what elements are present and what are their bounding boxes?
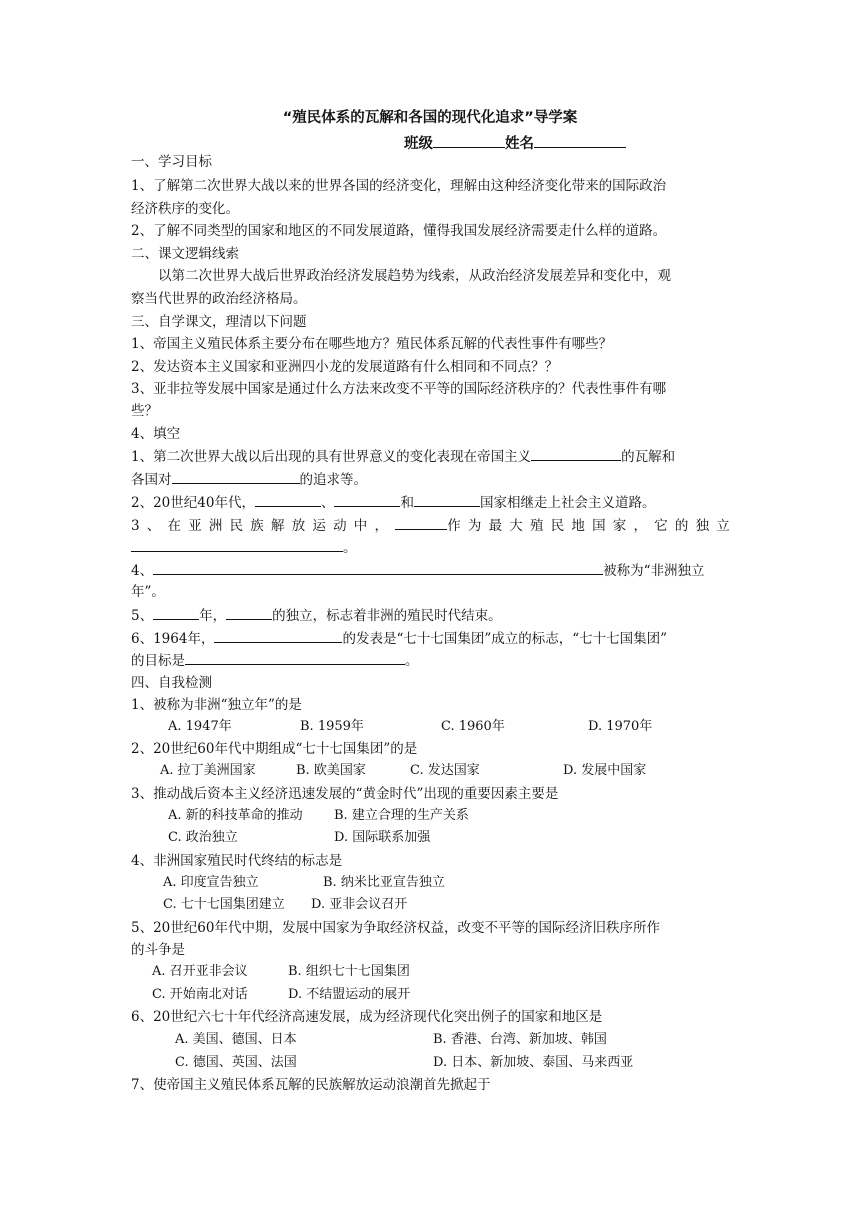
question-3-line-2: 些？ bbox=[131, 403, 158, 419]
class-name-line bbox=[404, 132, 626, 153]
section-heading-goals: 一、学习目标 bbox=[131, 154, 212, 170]
fill-2-blank-1[interactable] bbox=[255, 492, 321, 507]
name-blank[interactable] bbox=[534, 133, 626, 148]
test-1-option-b[interactable]: B. 1959年 bbox=[300, 719, 364, 734]
fill-2-blank-3[interactable] bbox=[414, 492, 480, 507]
test-2: 2、20世纪60年代中期组成“七十七国集团”的是 bbox=[131, 741, 418, 757]
fill-2-text-b: 、 bbox=[320, 495, 335, 511]
test-4-option-d[interactable]: D. 亚非会议召开 bbox=[311, 897, 408, 912]
test-3-option-b[interactable]: B. 建立合理的生产关系 bbox=[334, 808, 469, 823]
name-label: 姓名 bbox=[505, 136, 534, 152]
test-6-option-b[interactable]: B. 香港、台湾、新加坡、韩国 bbox=[433, 1032, 607, 1047]
fill-5-text-b: 年， bbox=[199, 608, 227, 624]
fill-3-text-b: 作为最大殖民地国家，它的独立 bbox=[447, 518, 738, 534]
fill-1-line-1 bbox=[131, 446, 675, 467]
fill-4-text-a: 4、 bbox=[131, 563, 154, 579]
fill-3-blank-2[interactable] bbox=[131, 537, 343, 552]
logic-paragraph-line-1: 以第二次世界大战后世界政治经济发展趋势为线索，从政治经济发展差异和变化中，观 bbox=[158, 268, 671, 284]
test-4: 4、非洲国家殖民时代终结的标志是 bbox=[131, 853, 343, 869]
test-7: 7、使帝国主义殖民体系瓦解的民族解放运动浪潮首先掀起于 bbox=[131, 1077, 491, 1093]
fill-6-line-1 bbox=[131, 628, 667, 649]
test-2-option-c[interactable]: C. 发达国家 bbox=[410, 763, 480, 778]
fill-6-text-c: 的目标是 bbox=[131, 653, 185, 669]
fill-1-text-a: 1、第二次世界大战以后出现的具有世界意义的变化表现在帝国主义 bbox=[131, 449, 532, 465]
fill-6-text-d: 。 bbox=[405, 653, 419, 669]
question-2: 2、发达资本主义国家和亚洲四小龙的发展道路有什么相同和不同点？？ bbox=[131, 359, 559, 375]
page-title: “殖民体系的瓦解和各国的现代化追求”导学案 bbox=[282, 110, 578, 126]
fill-1-text-b: 的瓦解和 bbox=[621, 449, 676, 465]
logic-paragraph-line-2: 察当代世界的政治经济格局。 bbox=[131, 291, 307, 307]
fill-4-text-b: 被称为“非洲独立 bbox=[603, 563, 705, 579]
test-6: 6、20世纪六七十年代经济高速发展，成为经济现代化突出例子的国家和地区是 bbox=[131, 1009, 603, 1025]
goal-1-line-2: 经济秩序的变化。 bbox=[131, 201, 239, 217]
fill-6-text-a: 6、1964年， bbox=[131, 631, 215, 647]
question-1: 1、帝国主义殖民体系主要分布在哪些地方？殖民体系瓦解的代表性事件有哪些？ bbox=[131, 336, 613, 352]
fill-3-line-2 bbox=[131, 537, 357, 558]
question-4-fill-heading: 4、填空 bbox=[131, 426, 181, 442]
test-5-option-d[interactable]: D. 不结盟运动的展开 bbox=[288, 987, 411, 1002]
fill-1-text-c: 各国对 bbox=[131, 472, 172, 488]
test-1-option-d[interactable]: D. 1970年 bbox=[588, 719, 653, 734]
fill-2 bbox=[131, 492, 655, 513]
fill-1-text-d: 的追求等。 bbox=[299, 472, 367, 488]
fill-4-line-1 bbox=[131, 560, 705, 581]
fill-5 bbox=[131, 605, 502, 626]
fill-5-blank-1[interactable] bbox=[153, 605, 199, 620]
test-5-option-c[interactable]: C. 开始南北对话 bbox=[152, 987, 248, 1002]
fill-5-text-c: 的独立，标志着非洲的殖民时代结束。 bbox=[272, 608, 502, 624]
section-heading-logic: 二、课文逻辑线索 bbox=[131, 246, 239, 262]
test-2-option-d[interactable]: D. 发展中国家 bbox=[563, 763, 647, 778]
fill-5-text-a: 5、 bbox=[131, 608, 154, 624]
class-blank[interactable] bbox=[433, 133, 505, 148]
test-4-option-b[interactable]: B. 纳米比亚宣告独立 bbox=[323, 875, 445, 890]
fill-1-line-2 bbox=[131, 469, 367, 490]
test-4-option-a[interactable]: A. 印度宣告独立 bbox=[163, 875, 259, 890]
test-5-line-1: 5、20世纪60年代中期，发展中国家为争取经济权益，改变不平等的国际经济旧秩序所作 bbox=[131, 920, 660, 936]
test-3-option-a[interactable]: A. 新的科技革命的推动 bbox=[168, 808, 303, 823]
test-5-option-a[interactable]: A. 召开亚非会议 bbox=[152, 964, 248, 979]
fill-1-blank-2[interactable] bbox=[172, 469, 300, 484]
fill-3-text-a: 3、在亚洲民族解放运动中， bbox=[131, 518, 396, 534]
fill-2-text-c: 和 bbox=[400, 495, 414, 511]
test-1-option-c[interactable]: C. 1960年 bbox=[441, 719, 505, 734]
fill-5-blank-2[interactable] bbox=[226, 605, 272, 620]
test-2-option-b[interactable]: B. 欧美国家 bbox=[296, 763, 366, 778]
fill-2-text-d: 国家相继走上社会主义道路。 bbox=[479, 495, 656, 511]
goal-2: 2、了解不同类型的国家和地区的不同发展道路，懂得我国发展经济需要走什么样的道路。 bbox=[131, 223, 667, 239]
fill-3-line-1 bbox=[131, 515, 737, 536]
fill-6-blank-2[interactable] bbox=[185, 650, 405, 665]
test-1-option-a[interactable]: A. 1947年 bbox=[168, 719, 232, 734]
question-3-line-1: 3、亚非拉等发展中国家是通过什么方法来改变不平等的国际经济秩序的？代表性事件有哪 bbox=[131, 381, 667, 397]
test-6-option-d[interactable]: D. 日本、新加坡、泰国、马来西亚 bbox=[433, 1055, 634, 1070]
goal-1-line-1: 1、了解第二次世界大战以来的世界各国的经济变化，理解由这种经济变化带来的国际政治 bbox=[131, 178, 667, 194]
test-4-option-c[interactable]: C. 七十七国集团建立 bbox=[163, 897, 285, 912]
test-3-option-c[interactable]: C. 政治独立 bbox=[168, 830, 238, 845]
fill-6-text-b: 的发表是“七十七国集团”成立的标志，“七十七国集团” bbox=[342, 631, 668, 647]
fill-4-line-2: 年”。 bbox=[131, 584, 165, 600]
fill-6-line-2 bbox=[131, 650, 419, 671]
fill-1-blank-1[interactable] bbox=[531, 446, 621, 461]
fill-3-text-c: 。 bbox=[343, 540, 357, 556]
test-3-option-d[interactable]: D. 国际联系加强 bbox=[334, 830, 431, 845]
section-heading-self-study: 三、自学课文，理清以下问题 bbox=[131, 314, 307, 330]
test-1: 1、被称为非洲“独立年”的是 bbox=[131, 697, 302, 713]
class-label: 班级 bbox=[404, 136, 433, 152]
fill-2-blank-2[interactable] bbox=[334, 492, 400, 507]
test-5-option-b[interactable]: B. 组织七十七国集团 bbox=[288, 964, 410, 979]
test-3: 3、推动战后资本主义经济迅速发展的“黄金时代”出现的重要因素主要是 bbox=[131, 786, 559, 802]
test-6-option-c[interactable]: C. 德国、英国、法国 bbox=[175, 1055, 297, 1070]
section-heading-self-test: 四、自我检测 bbox=[131, 675, 212, 691]
fill-6-blank-1[interactable] bbox=[214, 628, 342, 643]
fill-3-blank-1[interactable] bbox=[395, 515, 447, 530]
test-5-line-2: 的斗争是 bbox=[131, 942, 185, 958]
test-2-option-a[interactable]: A. 拉丁美洲国家 bbox=[160, 763, 256, 778]
fill-4-blank[interactable] bbox=[153, 560, 603, 575]
fill-2-text-a: 2、20世纪40年代， bbox=[131, 495, 255, 511]
test-6-option-a[interactable]: A. 美国、德国、日本 bbox=[175, 1032, 297, 1047]
